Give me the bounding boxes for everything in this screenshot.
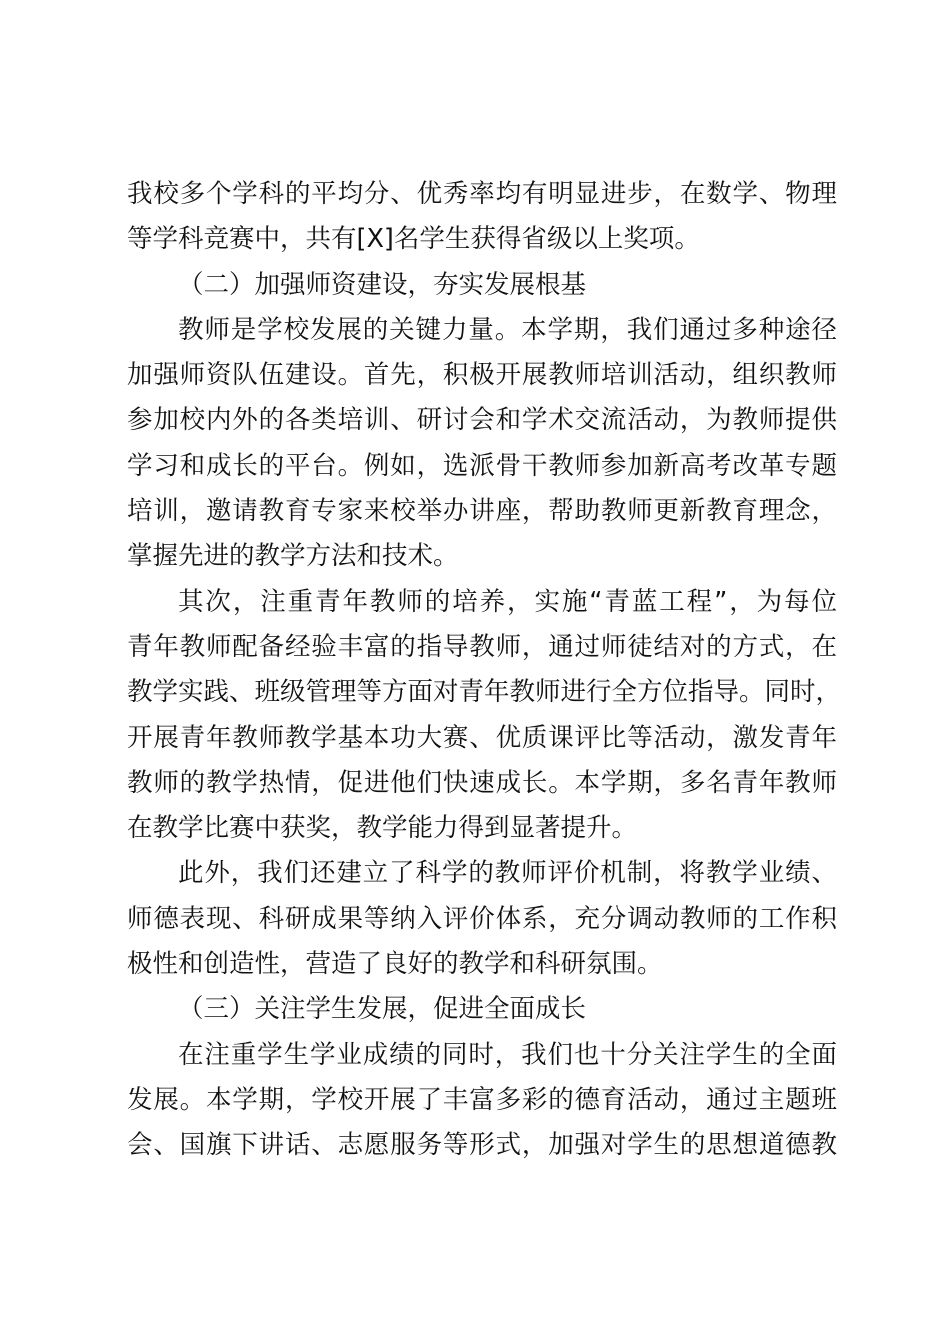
text-line: 青年教师配备经验丰富的指导教师，通过师徒结对的方式，在 <box>127 631 837 662</box>
paragraph-continued <box>127 172 837 263</box>
text-line: 掌握先进的教学方法和技术。 <box>127 541 459 572</box>
paragraph-student-development <box>127 1033 837 1169</box>
text-line: 参加校内外的各类培训、研讨会和学术交流活动，为教师提供 <box>127 405 837 436</box>
text-line: 培训，邀请教育专家来校举办讲座，帮助教师更新教育理念， <box>127 496 837 527</box>
text-line: 教师是学校发展的关键力量。本学期，我们通过多种途径 <box>178 314 837 345</box>
text-line: 极性和创造性，营造了良好的教学和科研氛围。 <box>127 949 663 980</box>
text-line: 会、国旗下讲话、志愿服务等形式，加强对学生的思想道德教 <box>127 1130 837 1161</box>
paragraph-young-teachers <box>127 580 842 852</box>
text-line: 教师的教学热情，促进他们快速成长。本学期，多名青年教师 <box>127 767 837 798</box>
text-line: 加强师资队伍建设。首先，积极开展教师培训活动，组织教师 <box>127 360 837 391</box>
text-line: 我校多个学科的平均分、优秀率均有明显进步，在数学、物理 <box>127 179 837 209</box>
text-line: 在教学比赛中获奖，教学能力得到显著提升。 <box>127 813 638 844</box>
text-line: 开展青年教师教学基本功大赛、优质课评比等活动，激发青年 <box>127 722 837 753</box>
text-line: 师德表现、科研成果等纳入评价体系，充分调动教师的工作积 <box>127 903 837 934</box>
text-line: 教学实践、班级管理等方面对青年教师进行全方位指导。同时， <box>127 677 842 708</box>
text-line: 其次，注重青年教师的培养，实施“青蓝工程”，为每位 <box>178 586 837 617</box>
text-line: 发展。本学期，学校开展了丰富多彩的德育活动，通过主题班 <box>127 1084 837 1115</box>
document-page <box>127 172 842 1169</box>
paragraph-evaluation <box>127 851 837 987</box>
text-line: 在注重学生学业成绩的同时，我们也十分关注学生的全面 <box>178 1039 837 1070</box>
paragraph-teacher-training <box>127 308 837 580</box>
text-line: 等学科竞赛中，共有[X]名学生获得省级以上奖项。 <box>127 224 700 255</box>
text-line: 学习和成长的平台。例如，选派骨干教师参加新高考改革专题 <box>127 450 837 481</box>
section-heading-2: （二）加强师资建设，夯实发展根基 <box>178 269 587 300</box>
section-heading-3: （三）关注学生发展，促进全面成长 <box>178 994 587 1025</box>
text-line: 此外，我们还建立了科学的教师评价机制，将教学业绩、 <box>178 858 837 889</box>
